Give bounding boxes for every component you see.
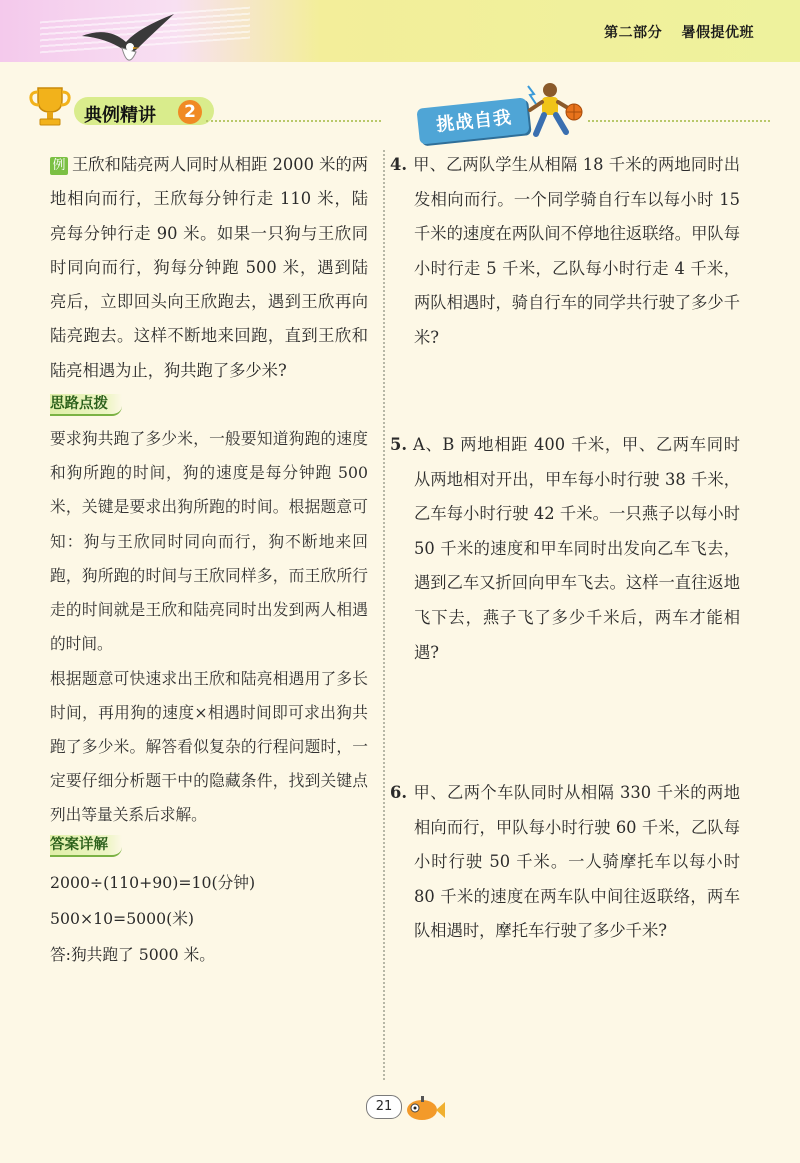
- header-part: 第二部分: [604, 25, 663, 41]
- page-number: 21: [366, 1095, 402, 1119]
- example-column: [50, 148, 368, 973]
- basketball-player-icon: [520, 78, 590, 148]
- challenge-divider-line: [588, 120, 770, 122]
- question-number: 5.: [390, 435, 407, 454]
- challenge-title: 挑战自我: [435, 107, 514, 136]
- analysis-label: 思路点拨: [50, 394, 122, 416]
- question-5: [390, 428, 740, 670]
- analysis-paragraph-2: 根据题意可快速求出王欣和陆亮相遇用了多长时间，再用狗的速度×相遇时间即可求出狗共跑了多少米。解答看似复杂的行程问题时，一定要仔细分析题干中的隐藏条件，找到关键点列出等量关系后求解。: [50, 668, 368, 825]
- example-problem: [50, 148, 368, 388]
- example-divider-line: [206, 120, 381, 122]
- analysis-paragraph-1: 要求狗共跑了多少米，一般要知道狗跑的速度和狗所跑的时间，狗的速度是每分钟跑 500 米，关键是要求出狗所跑的时间。根据题意可知：狗与王欣同时同向而行，狗不断地来回跑，狗所跑的时间与王欣同样多，而王欣所行走的时间就是王欣和陆亮同时出发到两人相遇的时间。: [50, 429, 368, 654]
- question-text: 甲、乙两队学生从相隔 18 千米的两地同时出发相向而行。一个同学骑自行车以每小时 15 千米的速度在两队间不停地往返联络。甲队每小时行走 5 千米，乙队每小时行走 4 千米，两队相遇时，骑自行车的同学共行驶了多少千米?: [413, 155, 740, 347]
- answer-line: 2000÷(110+90)=10(分钟): [50, 872, 256, 892]
- question-4: [390, 148, 740, 356]
- trophy-icon: [28, 84, 72, 128]
- header-section-title: [604, 22, 754, 42]
- seagull-icon: [78, 8, 188, 78]
- submarine-fish-icon: [400, 1090, 446, 1126]
- question-number: 4.: [390, 155, 407, 174]
- question-6: [390, 776, 740, 949]
- example-title: 典例精讲: [84, 105, 156, 126]
- example-number-badge: 2: [178, 100, 202, 124]
- question-text: 甲、乙两个车队同时从相隔 330 千米的两地相向而行，甲队每小时行驶 60 千米，乙队每小时行驶 50 千米。一人骑摩托车以每小时 80 千米的速度在两车队中间往返联络，两车队相遇时，摩托车行驶了多少千米?: [413, 783, 740, 941]
- header-course: 暑假提优班: [681, 25, 754, 41]
- example-tag: 例: [50, 157, 68, 175]
- answer-label: 答案详解: [50, 835, 122, 857]
- example-problem-text: 王欣和陆亮两人同时从相距 2000 米的两地相向而行，王欣每分钟行走 110 米，陆亮每分钟行走 90 米。如果一只狗与王欣同时同向而行，狗每分钟跑 500 米，遇到陆亮后，立即回头向王欣跑去，遇到王欣再向陆亮跑去。这样不断地来回跑，直到王欣和陆亮相遇为止，狗共跑了多少米?: [50, 155, 369, 380]
- column-divider: [383, 150, 385, 1080]
- question-text: A、B 两地相距 400 千米，甲、乙两车同时从两地相对开出，甲车每小时行驶 38 千米，乙车每小时行驶 42 千米。一只燕子以每小时 50 千米的速度和甲车同时出发向乙车飞去，遇到乙车又折回向甲车飞去。这样一直往返地飞下去，燕子飞了多少千米后，两车才能相遇?: [413, 435, 740, 662]
- answer-line: 500×10=5000(米): [50, 908, 195, 928]
- answer-line: 答:狗共跑了 5000 米。: [50, 944, 215, 964]
- question-number: 6.: [390, 783, 407, 802]
